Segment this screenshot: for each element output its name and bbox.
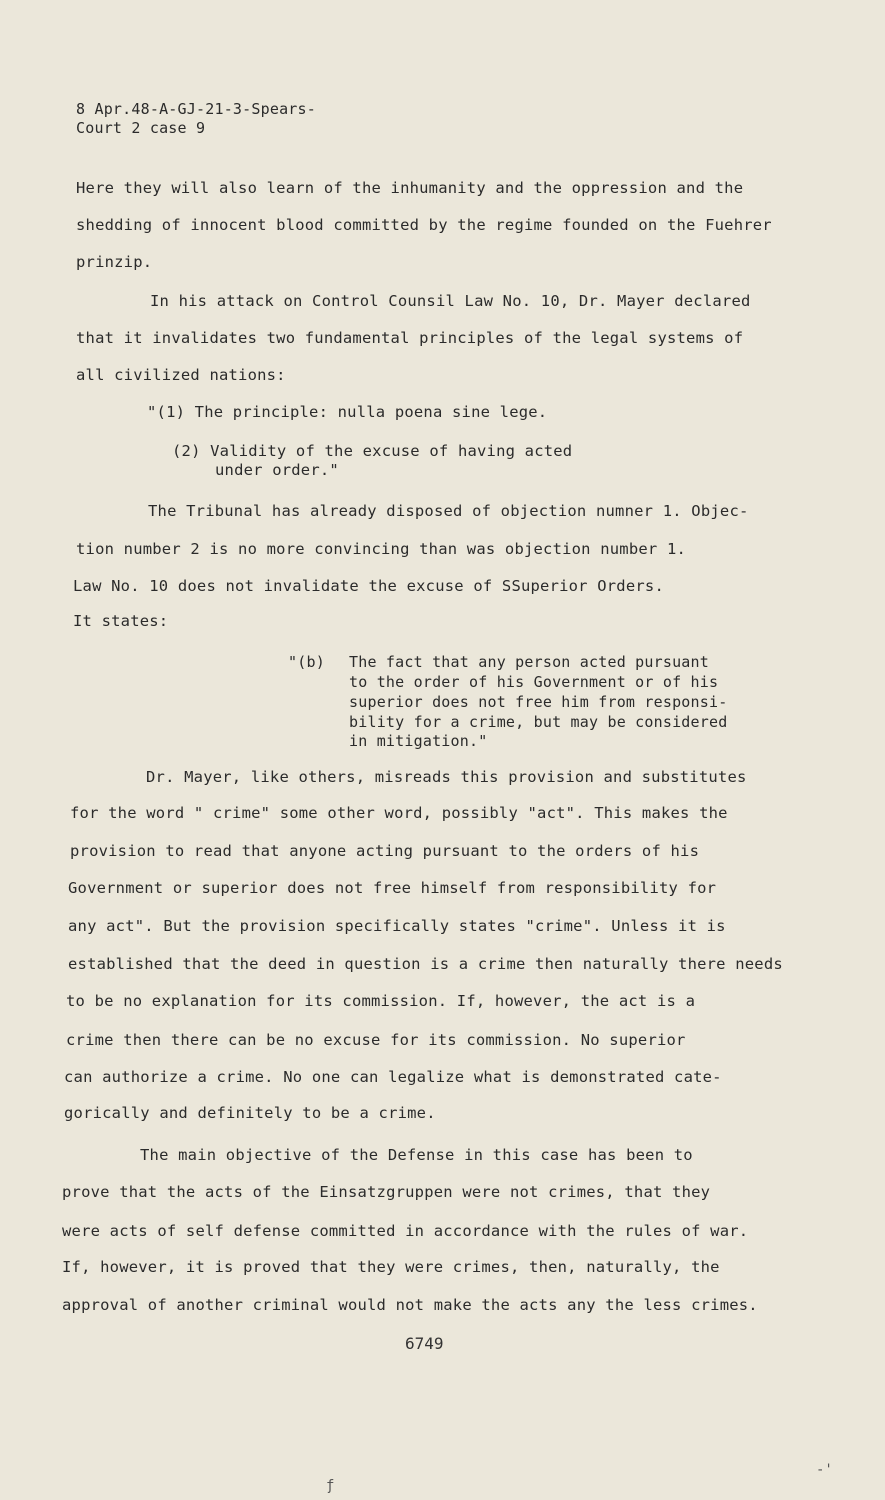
page-number: 6749 <box>405 1334 444 1353</box>
principle-1: "(1) The principle: nulla poena sine lege. <box>147 403 548 421</box>
paragraph-5-line: were acts of self defense committed in accordance with the rules of war. <box>62 1222 749 1240</box>
paragraph-4-line: Government or superior does not free himself from responsibility for <box>68 879 717 897</box>
paragraph-4-line: Dr. Mayer, like others, misreads this provision and substitutes <box>146 768 747 786</box>
paragraph-5-line: If, however, it is proved that they were crimes, then, naturally, the <box>62 1258 720 1276</box>
paragraph-5-line: prove that the acts of the Einsatzgruppen were not crimes, that they <box>62 1183 711 1201</box>
quote-label: "(b) <box>288 653 325 671</box>
paragraph-2-line: that it invalidates two fundamental principles of the legal systems of <box>76 329 744 347</box>
header-line-1: 8 Apr.48-A-GJ-21-3-Spears- <box>76 100 316 118</box>
scan-mark: -' <box>816 1462 833 1478</box>
paragraph-2-line: In his attack on Control Counsil Law No. 10, Dr. Mayer declared <box>150 292 751 310</box>
paragraph-2-line: all civilized nations: <box>76 366 286 384</box>
paragraph-1-line: Here they will also learn of the inhumanity and the oppression and the <box>76 179 744 197</box>
paragraph-3-line: It states: <box>73 612 169 630</box>
paragraph-4-line: gorically and definitely to be a crime. <box>64 1104 436 1122</box>
quote-line: in mitigation." <box>349 732 488 750</box>
paragraph-5-line: The main objective of the Defense in this case has been to <box>140 1146 693 1164</box>
paragraph-4-line: any act". But the provision specifically states "crime". Unless it is <box>68 917 726 935</box>
quote-line: The fact that any person acted pursuant <box>349 653 709 671</box>
paragraph-4-line: to be no explanation for its commission. If, however, the act is a <box>66 992 696 1010</box>
paragraph-3-line: Law No. 10 does not invalidate the excuse of SSuperior Orders. <box>73 577 664 595</box>
paragraph-4-line: crime then there can be no excuse for its commission. No superior <box>66 1031 686 1049</box>
scan-mark: ƒ <box>326 1478 335 1494</box>
paragraph-4-line: can authorize a crime. No one can legalize what is demonstrated cate- <box>64 1068 722 1086</box>
paragraph-3-line: The Tribunal has already disposed of objection numner 1. Objec- <box>148 502 749 520</box>
paragraph-1-line: shedding of innocent blood committed by the regime founded on the Fuehrer <box>76 216 772 234</box>
principle-2-line-1: (2) Validity of the excuse of having acted <box>172 442 573 460</box>
paragraph-4-line: established that the deed in question is a crime then naturally there needs <box>68 955 783 973</box>
quote-line: to the order of his Government or of his <box>349 673 719 691</box>
paragraph-4-line: for the word " crime" some other word, possibly "act". This makes the <box>70 804 728 822</box>
quote-line: superior does not free him from responsi- <box>349 693 728 711</box>
principle-2-line-2: under order." <box>215 461 339 479</box>
paragraph-3-line: tion number 2 is no more convincing than was objection number 1. <box>76 540 687 558</box>
quote-line: bility for a crime, but may be considered <box>349 713 728 731</box>
paragraph-1-line: prinzip. <box>76 253 153 271</box>
paragraph-4-line: provision to read that anyone acting pursuant to the orders of his <box>70 842 700 860</box>
header-line-2: Court 2 case 9 <box>76 119 206 137</box>
paragraph-5-line: approval of another criminal would not make the acts any the less crimes. <box>62 1296 758 1314</box>
